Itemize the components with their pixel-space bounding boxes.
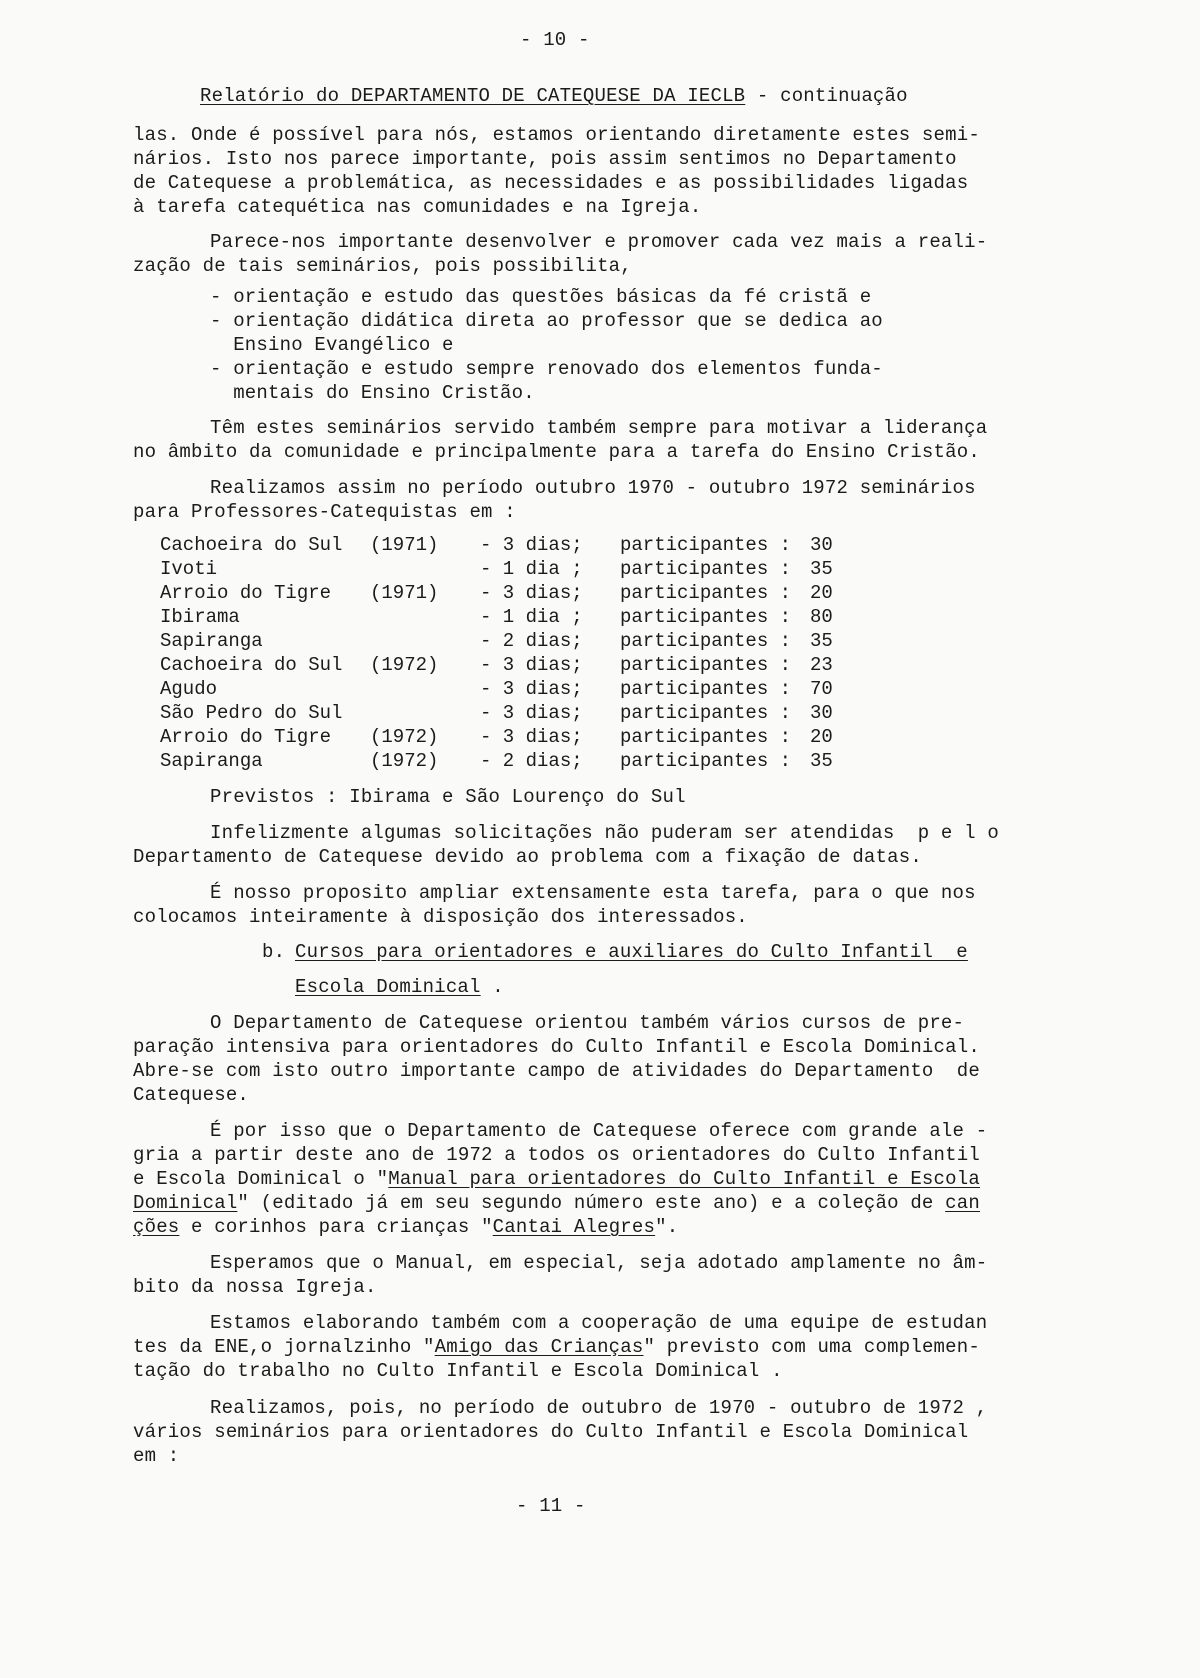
paragraph-line: Realizamos assim no período outubro 1970 - outubro 1972 seminários — [210, 477, 976, 499]
seminar-days: - 3 dias; — [480, 726, 583, 748]
paragraph-line: tação do trabalho no Culto Infantil e Escola Dominical . — [133, 1360, 783, 1382]
seminar-year: (1971) — [370, 534, 439, 556]
paragraph-line: O Departamento de Catequese orientou também vários cursos de pre- — [210, 1012, 965, 1034]
seminar-place: Ibirama — [160, 606, 240, 628]
paragraph-line: em : — [133, 1445, 180, 1467]
section-b-title: Cursos para orientadores e auxiliares do Culto Infantil e — [295, 941, 968, 963]
jornalzinho-title: Amigo das Crianças — [434, 1336, 644, 1358]
seminar-year: (1972) — [370, 654, 439, 676]
seminar-place: Sapiranga — [160, 750, 263, 772]
page-number-top: - 10 - — [520, 29, 590, 51]
section-b-title-underlined: Escola Dominical — [295, 976, 481, 998]
section-b-title-line2 — [295, 975, 504, 999]
seminar-participants-label: participantes : — [620, 750, 792, 772]
text-run: tes da ENE,o jornalzinho " — [133, 1336, 435, 1358]
previstos-line: Previstos : Ibirama e São Lourenço do Sul — [210, 786, 686, 808]
seminar-place: Ivoti — [160, 558, 218, 580]
paragraph-line: zação de tais seminários, pois possibilita, — [133, 255, 632, 277]
seminar-place: Arroio do Tigre — [160, 582, 332, 604]
seminar-days: - 1 dia ; — [480, 558, 583, 580]
collection-title: can — [945, 1192, 980, 1214]
paragraph-line: Parece-nos importante desenvolver e promover cada vez mais a reali- — [210, 231, 988, 253]
seminar-participants-count: 35 — [810, 750, 833, 772]
seminar-days: - 2 dias; — [480, 630, 583, 652]
paragraph-line: Catequese. — [133, 1084, 250, 1106]
seminar-place: Agudo — [160, 678, 218, 700]
text-run: " (editado já em seu segundo número este ano) e a coleção de — [237, 1192, 946, 1214]
paragraph-line: à tarefa catequética nas comunidades e na Igreja. — [133, 196, 702, 218]
paragraph-line: Infelizmente algumas solicitações não puderam ser atendidas p e l o — [210, 822, 999, 844]
paragraph-line: bito da nossa Igreja. — [133, 1276, 377, 1298]
seminar-participants-label: participantes : — [620, 726, 792, 748]
report-title — [200, 84, 908, 108]
paragraph-line: Departamento de Catequese devido ao problema com a fixação de datas. — [133, 846, 922, 868]
paragraph-line: Esperamos que o Manual, em especial, seja adotado amplamente no âm- — [210, 1252, 988, 1274]
paragraph-line: paração intensiva para orientadores do Culto Infantil e Escola Dominical. — [133, 1036, 980, 1058]
seminar-place: São Pedro do Sul — [160, 702, 343, 724]
bullet-item: mentais do Ensino Cristão. — [210, 382, 535, 404]
seminar-participants-count: 20 — [810, 726, 833, 748]
paragraph-line: Realizamos, pois, no período de outubro de 1970 - outubro de 1972 , — [210, 1397, 988, 1419]
section-b-title-end: . — [480, 976, 504, 998]
paragraph-line: vários seminários para orientadores do Culto Infantil e Escola Dominical — [133, 1421, 969, 1443]
seminar-days: - 3 dias; — [480, 582, 583, 604]
paragraph-line: gria a partir deste ano de 1972 a todos os orientadores do Culto Infantil — [133, 1144, 980, 1166]
seminar-participants-label: participantes : — [620, 678, 792, 700]
seminar-participants-label: participantes : — [620, 630, 792, 652]
seminar-year: (1972) — [370, 726, 439, 748]
paragraph-line: Têm estes seminários servido também sempre para motivar a liderança — [210, 417, 988, 439]
seminar-participants-label: participantes : — [620, 534, 792, 556]
report-title-continuation: - continuação — [745, 85, 908, 107]
seminar-place: Cachoeira do Sul — [160, 534, 343, 556]
seminar-participants-count: 30 — [810, 534, 833, 556]
manual-title: Manual para orientadores do Culto Infantil e Escola — [388, 1168, 980, 1190]
seminar-participants-label: participantes : — [620, 582, 792, 604]
paragraph-line — [133, 1215, 678, 1239]
text-run: " previsto com uma complemen- — [643, 1336, 980, 1358]
seminar-year: (1971) — [370, 582, 439, 604]
report-title-underlined: Relatório do DEPARTAMENTO DE CATEQUESE DA IECLB — [200, 85, 746, 107]
seminar-participants-count: 30 — [810, 702, 833, 724]
seminar-year: (1972) — [370, 750, 439, 772]
seminar-participants-count: 80 — [810, 606, 833, 628]
paragraph-line: nários. Isto nos parece importante, pois assim sentimos no Departamento — [133, 148, 957, 170]
cantai-alegres-title: Cantai Alegres — [492, 1216, 656, 1238]
seminar-place: Sapiranga — [160, 630, 263, 652]
page-number-bottom: - 11 - — [516, 1495, 586, 1517]
text-run: ". — [655, 1216, 679, 1238]
paragraph-line: colocamos inteiramente à disposição dos interessados. — [133, 906, 748, 928]
paragraph-line: las. Onde é possível para nós, estamos orientando diretamente estes semi- — [133, 124, 980, 146]
paragraph-line: no âmbito da comunidade e principalmente para a tarefa do Ensino Cristão. — [133, 441, 980, 463]
manual-title-end: Dominical — [133, 1192, 238, 1214]
seminar-days: - 3 dias; — [480, 534, 583, 556]
bullet-item: Ensino Evangélico e — [210, 334, 454, 356]
seminar-days: - 3 dias; — [480, 654, 583, 676]
paragraph-line: para Professores-Catequistas em : — [133, 501, 516, 523]
bullet-item: - orientação e estudo das questões básicas da fé cristã e — [210, 286, 872, 308]
paragraph-line: de Catequese a problemática, as necessidades e as possibilidades ligadas — [133, 172, 969, 194]
paragraph-line: É nosso proposito ampliar extensamente esta tarefa, para o que nos — [210, 882, 976, 904]
paragraph-line: Abre-se com isto outro importante campo de atividades do Departamento de — [133, 1060, 980, 1082]
seminar-participants-label: participantes : — [620, 558, 792, 580]
seminar-days: - 2 dias; — [480, 750, 583, 772]
paragraph-line — [133, 1335, 980, 1359]
paragraph-line: É por isso que o Departamento de Catequese oferece com grande ale - — [210, 1120, 988, 1142]
section-b-letter: b. — [262, 941, 286, 963]
seminar-participants-count: 20 — [810, 582, 833, 604]
seminar-participants-count: 35 — [810, 630, 833, 652]
seminar-participants-count: 70 — [810, 678, 833, 700]
collection-title-end: ções — [133, 1216, 180, 1238]
seminar-days: - 3 dias; — [480, 702, 583, 724]
seminar-participants-count: 23 — [810, 654, 833, 676]
paragraph-line — [133, 1167, 980, 1191]
paragraph-line — [133, 1191, 980, 1215]
text-run: e Escola Dominical o " — [133, 1168, 389, 1190]
seminar-days: - 1 dia ; — [480, 606, 583, 628]
seminar-participants-label: participantes : — [620, 654, 792, 676]
seminar-participants-label: participantes : — [620, 702, 792, 724]
seminar-participants-label: participantes : — [620, 606, 792, 628]
seminar-days: - 3 dias; — [480, 678, 583, 700]
text-run: e corinhos para crianças " — [179, 1216, 493, 1238]
seminar-place: Cachoeira do Sul — [160, 654, 343, 676]
seminar-participants-count: 35 — [810, 558, 833, 580]
bullet-item: - orientação didática direta ao professor que se dedica ao — [210, 310, 883, 332]
seminar-place: Arroio do Tigre — [160, 726, 332, 748]
paragraph-line: Estamos elaborando também com a cooperação de uma equipe de estudan — [210, 1312, 988, 1334]
bullet-item: - orientação e estudo sempre renovado dos elementos funda- — [210, 358, 883, 380]
